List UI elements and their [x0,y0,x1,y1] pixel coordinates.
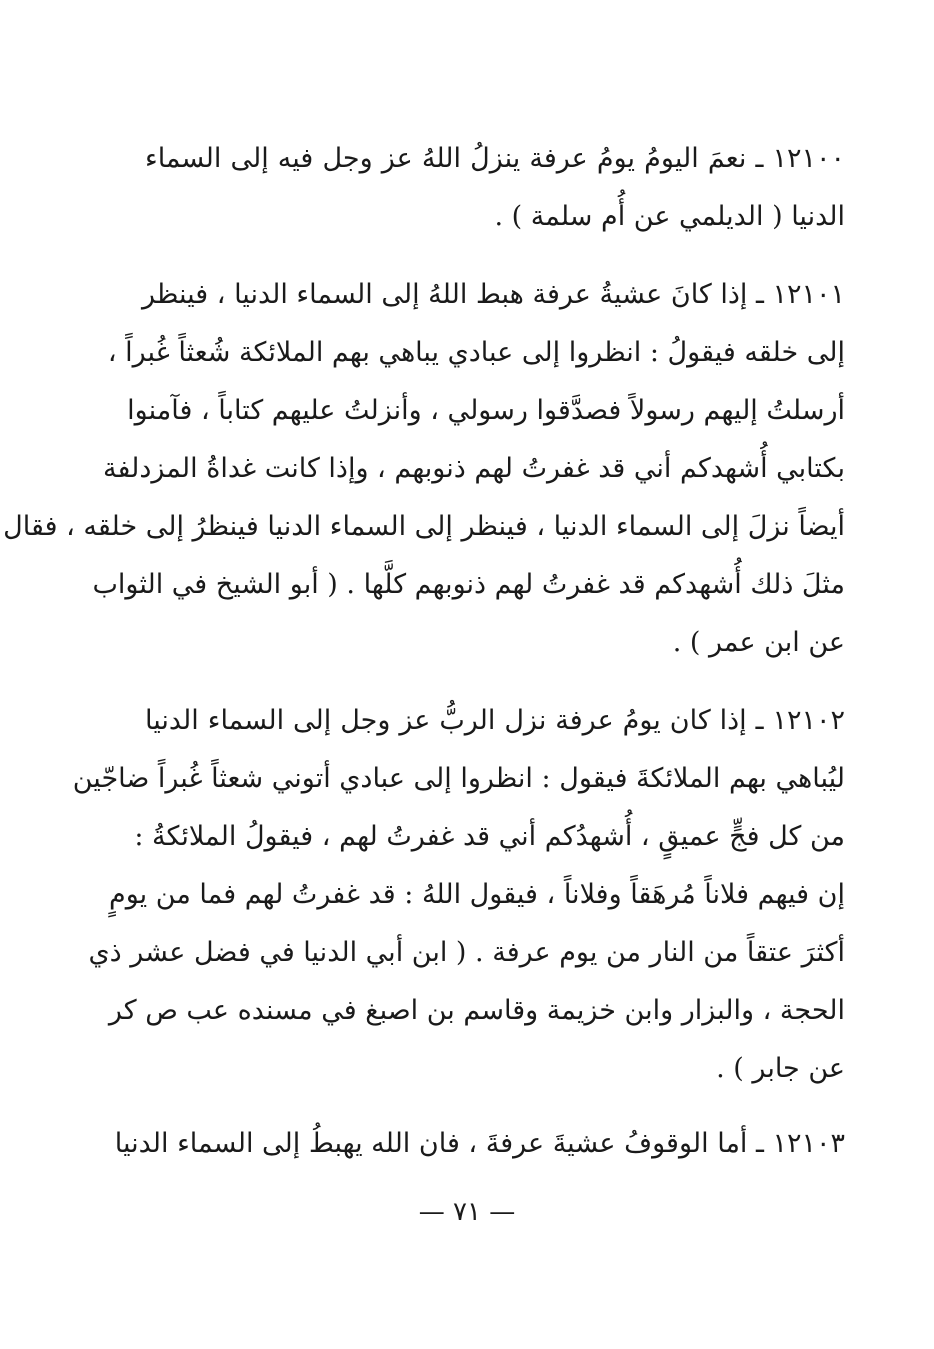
text-line: إلى خلقه فيقولُ : انظروا إلى عبادي يباهي بهم الملائكة شُعثاً غُبراً ، [107,337,845,368]
text-line: ١٢١٠٠ ـ نعمَ اليومُ يومُ عرفة ينزلُ اللهُ عز وجل فيه إلى السماء [145,143,845,174]
hadith-paragraph-12100 [145,130,845,246]
text-line: عن ابن عمر ) . [672,627,845,658]
text-line: ١٢١٠١ ـ إذا كانَ عشيةُ عرفة هبط اللهُ إلى السماء الدنيا ، فينظر [141,279,845,310]
text-line: أكثرَ عتقاً من النار من يوم عرفة . ( ابن أبي الدنيا في فضل عشر ذي [88,937,845,968]
text-line: من كل فجٍّ عميقٍ ، أُشهدُكم أني قد غفرتُ لهم ، فيقولُ الملائكةُ : [134,821,845,852]
text-line: ١٢١٠٢ ـ إذا كان يومُ عرفة نزل الربُّ عز وجل إلى السماء الدنيا [145,705,845,736]
text-line: بكتابي أُشهدكم أني قد غفرتُ لهم ذنوبهم ، وإذا كانت غداةُ المزدلفة [103,453,845,484]
page-number: — ٧١ — [418,1197,516,1227]
text-line: أيضاً نزلَ إلى السماء الدنيا ، فينظر إلى السماء الدنيا فينظرُ إلى خلقه ، فقال [3,511,845,542]
hadith-paragraph-12102 [72,692,845,1098]
text-line: عن جابر ) . [716,1053,845,1084]
hadith-paragraph-12101 [3,266,845,672]
text-line: الحجة ، والبزار وابن خزيمة وقاسم بن اصبغ في مسنده عب ص كر [108,995,845,1026]
text-line: أرسلتُ إليهم رسولاً فصدَّقوا رسولي ، وأنزلتُ عليهم كتاباً ، فآمنوا [127,395,845,426]
text-line: إن فيهم فلاناً مُرهَقاً وفلاناً ، فيقول اللهُ : قد غفرتُ لهم فما من يومٍ [109,879,845,910]
text-line: ليُباهي بهم الملائكةَ فيقول : انظروا إلى عبادي أتوني شعثاً غُبراً ضاجّين [72,763,845,794]
hadith-paragraph-12103 [114,1115,845,1173]
text-line: مثلَ ذلك أُشهدكم قد غفرتُ لهم ذنوبهم كلَّها . ( أبو الشيخ في الثواب [92,569,845,600]
text-line: الدنيا ( الديلمي عن أُم سلمة ) . [494,201,845,232]
text-line: ١٢١٠٣ ـ أما الوقوفُ عشيةَ عرفةَ ، فان الله يهبطُ إلى السماء الدنيا [114,1128,845,1159]
